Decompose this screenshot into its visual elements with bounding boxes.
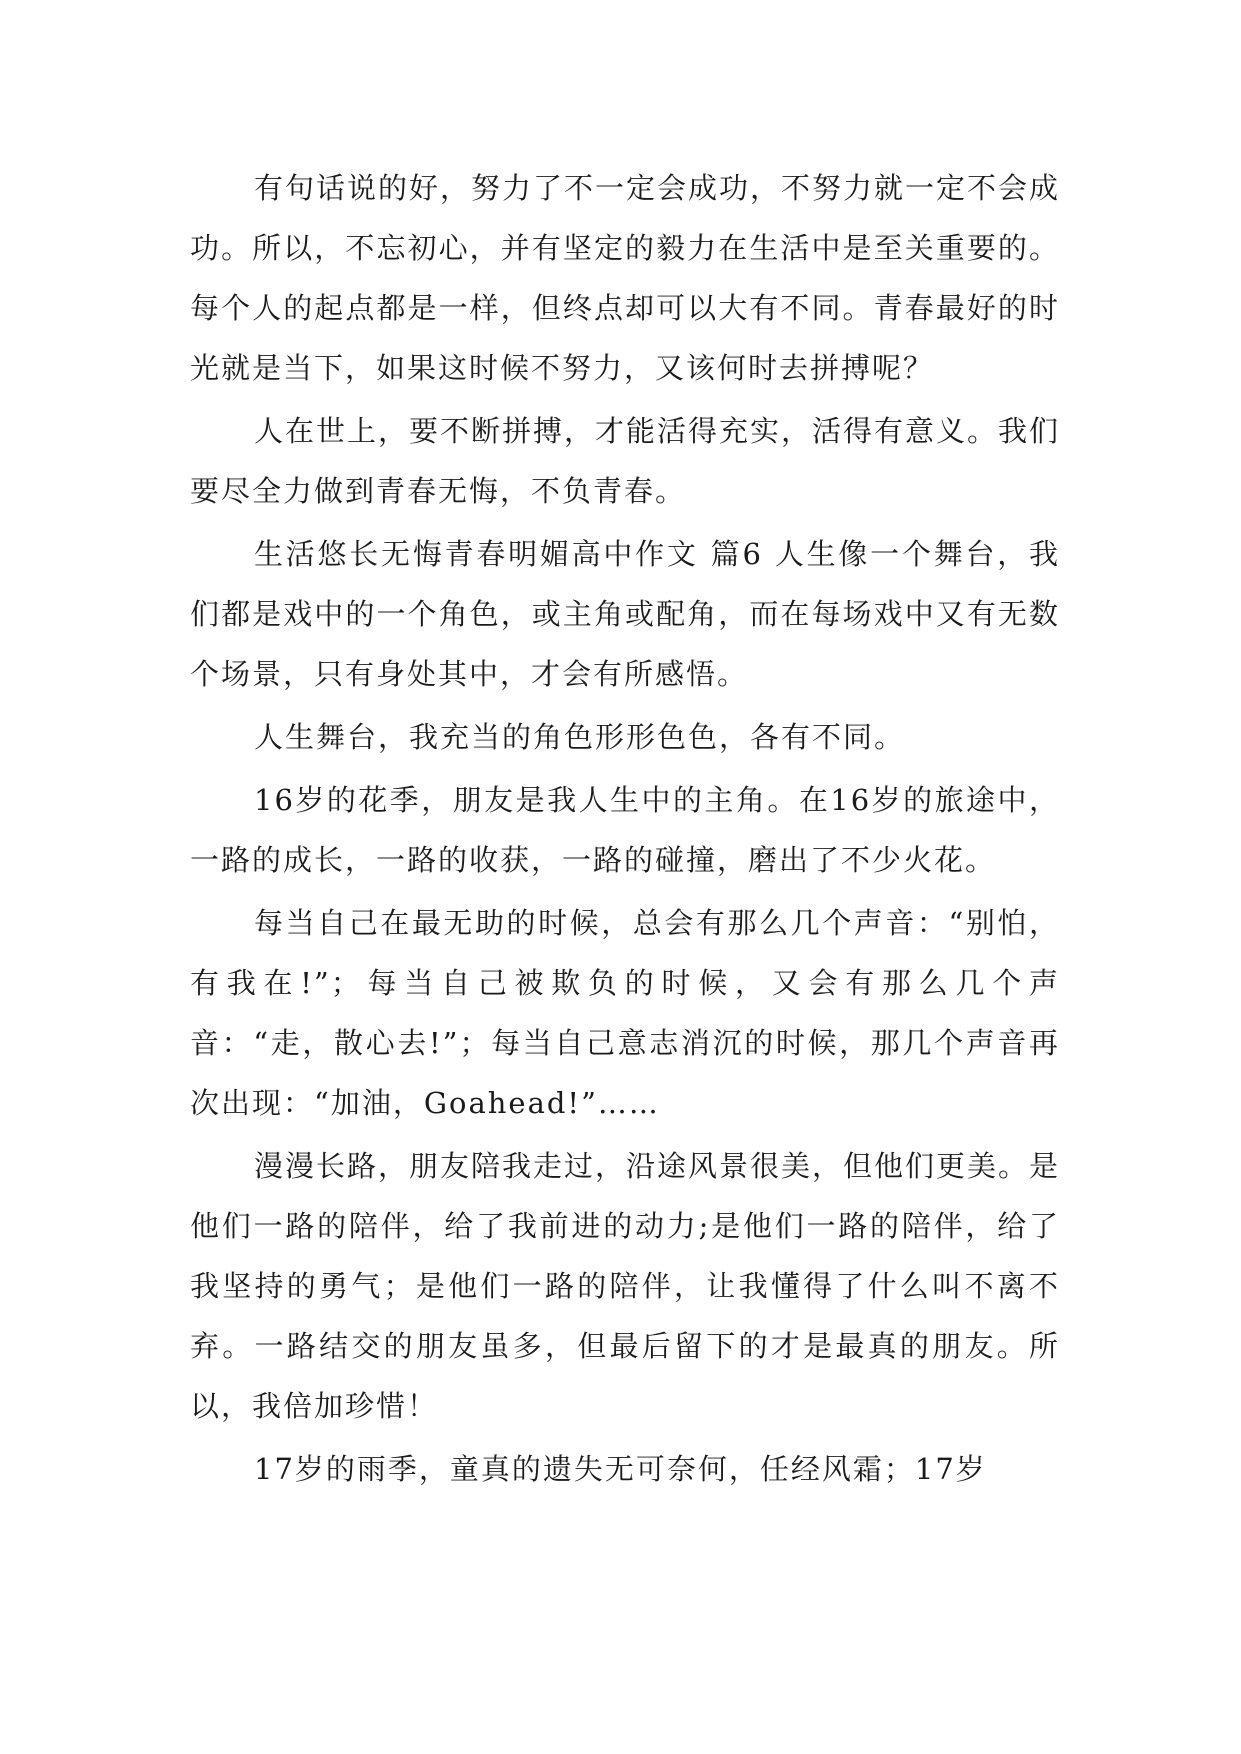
paragraph-3: 生活悠长无悔青春明媚高中作文 篇6 人生像一个舞台，我们都是戏中的一个角色，或主角或配角，而在每场戏中又有无数个场景，只有身处其中，才会有所感悟。 [190,537,1060,691]
paragraph-2: 人在世上，要不断拼搏，才能活得充实，活得有意义。我们要尽全力做到青春无悔，不负青春。 [190,414,1061,508]
paragraph-6: 每当自己在最无助的时候，总会有那么几个声音：“别怕，有我在!”；每当自己被欺负的时候，又会有那么几个声音：“走，散心去!”；每当自己意志消沉的时候，那几个声音再次出现：“加油，Goahead!”…… [190,906,1060,1120]
paragraph-5: 16岁的花季，朋友是我人生中的主角。在16岁的旅途中，一路的成长，一路的收获，一路的碰撞，磨出了不少火花。 [190,783,1060,877]
paragraph-8: 17岁的雨季，童真的遗失无可奈何，任经风霜；17岁 [254,1452,987,1486]
document-body [190,158,1060,1502]
paragraph-1: 有句话说的好，努力了不一定会成功，不努力就一定不会成功。所以，不忘初心，并有坚定的毅力在生活中是至关重要的。每个人的起点都是一样，但终点却可以大有不同。青春最好的时光就是当下，如果这时候不努力，又该何时去拼搏呢？ [190,171,1061,385]
paragraph-4: 人生舞台，我充当的角色形形色色，各有不同。 [254,720,906,754]
paragraph-7: 漫漫长路，朋友陪我走过，沿途风景很美，但他们更美。是他们一路的陪伴，给了我前进的动力;是他们一路的陪伴，给了我坚持的勇气；是他们一路的陪伴，让我懂得了什么叫不离不弃。一路结交的朋友虽多，但最后留下的才是最真的朋友。所以，我倍加珍惜！ [190,1149,1061,1423]
